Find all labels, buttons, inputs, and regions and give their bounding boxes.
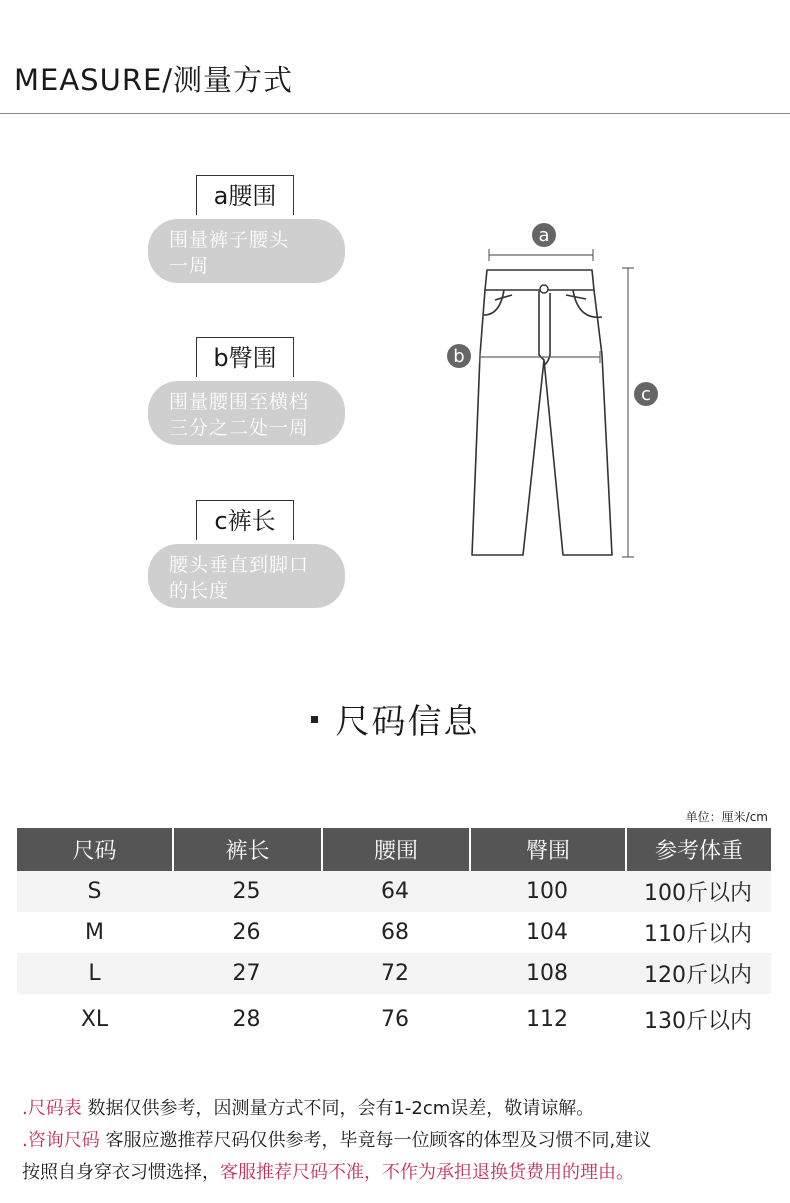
note-line-2: [22, 1125, 782, 1157]
page-title: MEASURE/测量方式: [14, 63, 294, 97]
note-size-chart-label: .尺码表: [22, 1098, 82, 1119]
header-hip: 臀围: [469, 828, 625, 871]
cell-waist: 76: [321, 994, 469, 1044]
header-weight: 参考体重: [625, 828, 771, 871]
header-size: 尺码: [17, 828, 172, 871]
title-bullet: [311, 716, 318, 723]
cell-hip: 104: [469, 912, 625, 953]
notes: [22, 1093, 782, 1189]
note-line-3: [22, 1157, 782, 1189]
pants-diagram: [440, 215, 670, 565]
measure-length-desc: [148, 544, 345, 608]
cell-hip: 100: [469, 871, 625, 912]
cell-size: M: [17, 912, 172, 953]
cell-length: 26: [172, 912, 321, 953]
header-divider: [0, 113, 790, 114]
cell-waist: 64: [321, 871, 469, 912]
marker-c-text: c: [641, 384, 651, 405]
note-size-chart-text: 数据仅供参考，因测量方式不同，会有1-2cm误差，敬请谅解。: [81, 1098, 595, 1119]
marker-a-text: a: [538, 225, 550, 246]
cell-hip: 112: [469, 994, 625, 1044]
measure-hip-desc-line2: 三分之二处一周: [169, 417, 310, 439]
cell-size: L: [17, 953, 172, 994]
measure-waist-label: a腰围: [196, 175, 294, 215]
cell-weight: 130斤以内: [625, 994, 771, 1044]
pants-illustration: [440, 215, 670, 565]
cell-waist: 68: [321, 912, 469, 953]
cell-hip: 108: [469, 953, 625, 994]
cell-size: S: [17, 871, 172, 912]
measure-hip-desc-line1: 围量腰围至横档: [169, 391, 310, 413]
cell-size: XL: [17, 994, 172, 1044]
cell-waist: 72: [321, 953, 469, 994]
measure-waist-desc-line1: 围量裤子腰头: [169, 229, 290, 251]
note-consult-label: .咨询尺码: [22, 1130, 100, 1151]
measure-hip-desc: [148, 381, 345, 445]
cell-length: 25: [172, 871, 321, 912]
header-waist: 腰围: [321, 828, 469, 871]
measure-waist-desc: [148, 219, 345, 283]
table-row: [17, 912, 771, 953]
cell-weight: 100斤以内: [625, 871, 771, 912]
note-disclaimer-text: 客服推荐尺码不准，不作为承担退换货费用的理由。: [220, 1162, 634, 1183]
size-info-title-text: 尺码信息: [335, 702, 480, 742]
table-header-row: [17, 828, 771, 871]
measure-length-desc-line2: 的长度: [169, 580, 230, 602]
marker-b: [447, 344, 471, 368]
marker-b-text: b: [453, 346, 465, 367]
note-choose-text: 按照自身穿衣习惯选择，: [22, 1162, 220, 1183]
table-row: [17, 994, 771, 1044]
note-consult-text: 客服应邀推荐尺码仅供参考，毕竟每一位顾客的体型及习惯不同,建议: [99, 1130, 652, 1151]
marker-a: [532, 223, 556, 247]
measure-length-label: c裤长: [196, 500, 294, 540]
measure-length-desc-line1: 腰头垂直到脚口: [169, 554, 310, 576]
cell-length: 28: [172, 994, 321, 1044]
cell-weight: 110斤以内: [625, 912, 771, 953]
unit-note: 单位：厘米/cm: [685, 810, 768, 824]
size-info-title: [0, 694, 790, 743]
note-line-1: [22, 1093, 782, 1125]
marker-c: [634, 382, 658, 406]
measure-waist-desc-line2: 一周: [169, 255, 210, 277]
table-row: [17, 871, 771, 912]
table-row: [17, 953, 771, 994]
cell-length: 27: [172, 953, 321, 994]
header-length: 裤长: [172, 828, 321, 871]
cell-weight: 120斤以内: [625, 953, 771, 994]
size-table: [17, 828, 771, 1044]
measure-hip-label: b臀围: [196, 337, 294, 377]
